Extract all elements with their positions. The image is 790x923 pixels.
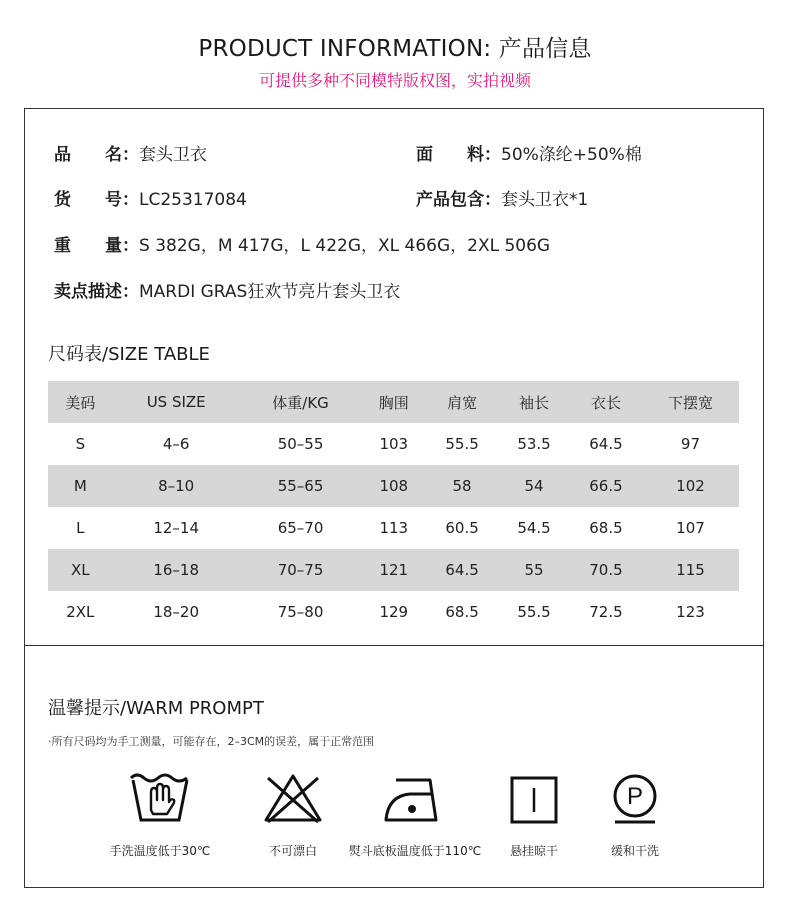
care-hand-wash-label: 手洗温度低于30℃ — [109, 844, 211, 858]
care-no-bleach-label: 不可漂白 — [268, 844, 317, 858]
info-package — [416, 185, 588, 210]
info-name-value: 套头卫衣 — [139, 145, 207, 165]
info-sku-value: LC25317084 — [139, 190, 247, 210]
info-name — [54, 140, 207, 165]
care-dry-clean-label: 缓和干洗 — [610, 844, 659, 858]
info-material — [416, 140, 642, 165]
info-package-value: 套头卫衣*1 — [501, 190, 589, 210]
table-cell: 97 — [680, 435, 701, 453]
column-header: 袖长 — [519, 393, 550, 412]
table-cell: 12–14 — [153, 519, 200, 537]
measurement-note: ·所有尺码均为手工测量，可能存在，2–3CM的误差，属于正常范围 — [48, 735, 375, 748]
column-header: 衣长 — [590, 393, 621, 412]
table-cell: 64.5 — [445, 561, 479, 579]
column-header: 美码 — [65, 393, 96, 412]
table-cell: 54.5 — [517, 519, 551, 537]
table-cell: 2XL — [66, 603, 95, 621]
info-sku-label: 货 号： — [54, 190, 139, 210]
info-name-label: 品 名： — [54, 145, 139, 165]
table-cell: 72.5 — [589, 603, 623, 621]
info-description — [54, 277, 400, 302]
table-cell: 54 — [524, 477, 544, 495]
iron-icon — [382, 770, 448, 826]
table-cell: 55 — [524, 561, 544, 579]
info-description-value: MARDI GRAS狂欢节亮片套头卫衣 — [139, 282, 401, 302]
column-header: US SIZE — [146, 393, 206, 411]
page-subtitle: 可提供多种不同模特版权图，实拍视频 — [258, 71, 531, 90]
table-cell: 115 — [676, 561, 705, 579]
info-material-value: 50%涤纶+50%棉 — [501, 145, 642, 165]
table-cell: 113 — [379, 519, 409, 537]
line-dry-icon — [501, 770, 567, 826]
table-cell: 70–75 — [277, 561, 324, 579]
info-weight-value: S 382G，M 417G，L 422G，XL 466G，2XL 506G — [139, 236, 551, 256]
info-weight-label: 重 量： — [54, 236, 139, 256]
table-cell: 70.5 — [589, 561, 623, 579]
table-cell: S — [75, 435, 86, 453]
warm-prompt-title: 温馨提示/WARM PROMPT — [48, 698, 264, 719]
care-no-bleach — [223, 770, 363, 858]
page-title: PRODUCT INFORMATION: 产品信息 — [198, 36, 592, 62]
column-header: 肩宽 — [447, 393, 478, 412]
info-package-label: 产品包含： — [416, 190, 501, 210]
table-cell: 123 — [676, 603, 705, 621]
table-row — [48, 507, 739, 549]
column-header: 胸围 — [378, 393, 409, 412]
table-cell: 58 — [452, 477, 472, 495]
table-cell: 66.5 — [589, 477, 623, 495]
table-cell: M — [73, 477, 87, 495]
table-cell: 68.5 — [445, 603, 479, 621]
dry-clean-icon — [602, 770, 668, 826]
table-cell: 107 — [676, 519, 705, 537]
table-cell: 102 — [676, 477, 705, 495]
table-header-row — [48, 381, 739, 423]
care-dry-clean — [565, 770, 705, 858]
size-table-title: 尺码表/SIZE TABLE — [48, 344, 210, 365]
svg-text:P: P — [626, 783, 644, 810]
table-cell: XL — [71, 561, 90, 579]
column-header: 下摆宽 — [667, 393, 713, 412]
table-cell: 16–18 — [153, 561, 200, 579]
table-cell: 55.5 — [445, 435, 479, 453]
table-cell: 108 — [379, 477, 409, 495]
table-cell: 55–65 — [277, 477, 324, 495]
info-sku — [54, 185, 247, 210]
table-cell: 68.5 — [589, 519, 623, 537]
table-cell: 53.5 — [517, 435, 551, 453]
care-hand-wash — [90, 770, 230, 858]
table-cell: 65–70 — [277, 519, 324, 537]
care-iron-label: 熨斗底板温度低于110℃ — [348, 844, 482, 858]
table-cell: 8–10 — [158, 477, 195, 495]
table-cell: L — [76, 519, 85, 537]
table-row — [48, 591, 739, 633]
table-cell: 60.5 — [445, 519, 479, 537]
table-cell: 75–80 — [277, 603, 324, 621]
size-table — [48, 381, 739, 633]
table-cell: 4–6 — [162, 435, 190, 453]
column-header: 体重/KG — [272, 393, 329, 412]
info-material-label: 面 料： — [416, 145, 501, 165]
table-cell: 129 — [379, 603, 409, 621]
info-weight — [54, 231, 550, 256]
no-bleach-icon — [260, 770, 326, 826]
table-row — [48, 423, 739, 465]
table-row — [48, 465, 739, 507]
table-cell: 55.5 — [517, 603, 551, 621]
table-cell: 121 — [379, 561, 409, 579]
table-cell: 50–55 — [277, 435, 324, 453]
hand-wash-icon — [127, 770, 193, 826]
table-cell: 18–20 — [153, 603, 200, 621]
care-line-dry-label: 悬挂晾干 — [509, 844, 558, 858]
table-cell: 103 — [379, 435, 409, 453]
table-row — [48, 549, 739, 591]
info-description-label: 卖点描述： — [54, 282, 139, 302]
table-cell: 64.5 — [589, 435, 623, 453]
